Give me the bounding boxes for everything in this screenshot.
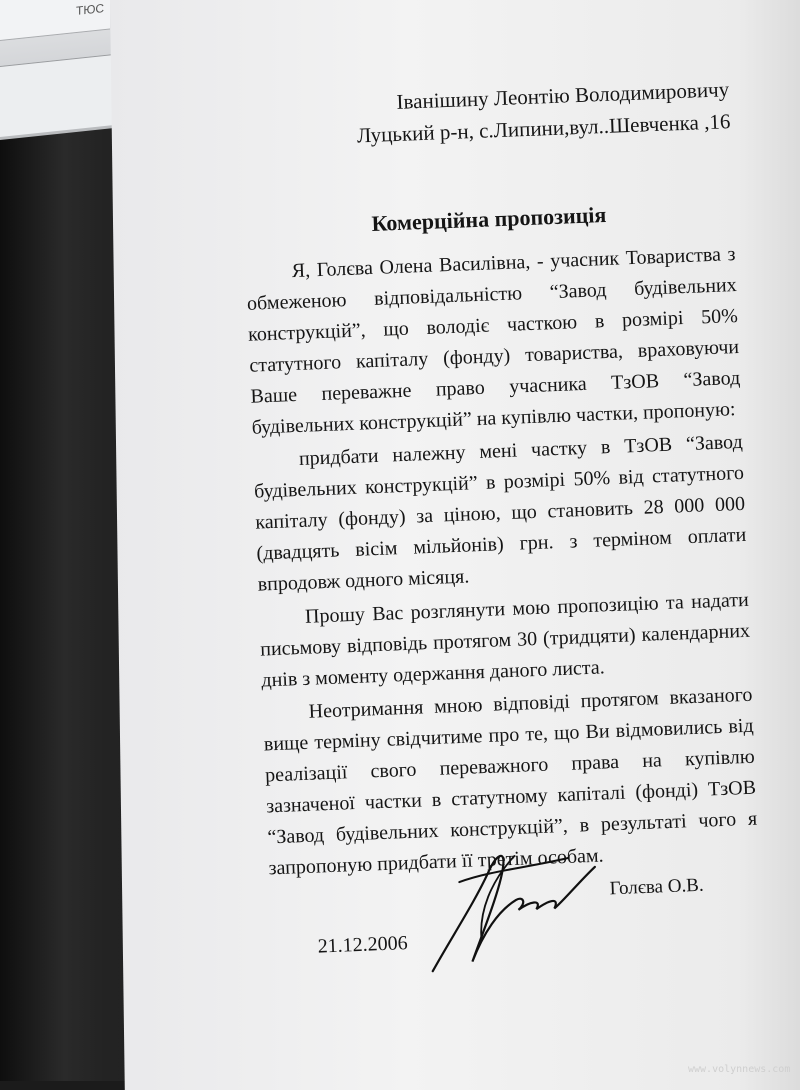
document-date: 21.12.2006 xyxy=(317,932,409,958)
paragraph-offer-terms: придбати належну мені частку в ТзОВ “Завод будівельних конструкцій” в розмірі 50% від статутного капіталу (фонду) за ціною, що становить 28 000 000 (двадцять вісім мільйонів) грн. з терміном оплати впродовж одного місяця. xyxy=(253,430,747,596)
background-paper-sheet xyxy=(0,53,120,137)
site-watermark: www.volynnews.com xyxy=(688,1064,791,1075)
background-paper-label: ТЮС xyxy=(76,1,104,19)
document-title: Комерційна пропозиція xyxy=(371,201,607,236)
paragraph-consequence: Неотримання мною відповіді протягом вказаного вище терміну свідчитиме про те, що Ви відмовились від реалізації свого переважного права на купівлю зазначеної частки в статутному капіталі (фонді) ТзОВ “Завод будівельних конструкцій”, в результаті чого я запропоную придбати її третім особам. xyxy=(263,683,758,880)
handwritten-signature xyxy=(418,837,603,984)
addressee-name: Іванішину Леонтію Володимировичу xyxy=(396,77,730,114)
background-paper-tab xyxy=(0,0,110,41)
paragraph-request: Прошу Вас розглянути мою пропозицію та надати письмову відповідь протягом 30 (тридцяти) календарних днів з моменту одержання даного листа. xyxy=(259,588,751,692)
letter-content xyxy=(238,51,764,1009)
signer-name: Голєва О.В. xyxy=(609,874,705,900)
paragraph-offer-intro: Я, Голєва Олена Василівна, - учасник Товариства з обмеженою відповідальністю “Завод будівельних конструкцій”, що володіє часткою в розмірі 50% статутного капіталу (фонду) товариства, враховуючи Ваше переважне право учасника ТзОВ “Завод будівельних конструкцій” на купівлю частки, пропоную: xyxy=(246,243,741,439)
addressee-address: Луцький р-н, с.Липини,вул..Шевченка ,16 xyxy=(356,109,731,148)
